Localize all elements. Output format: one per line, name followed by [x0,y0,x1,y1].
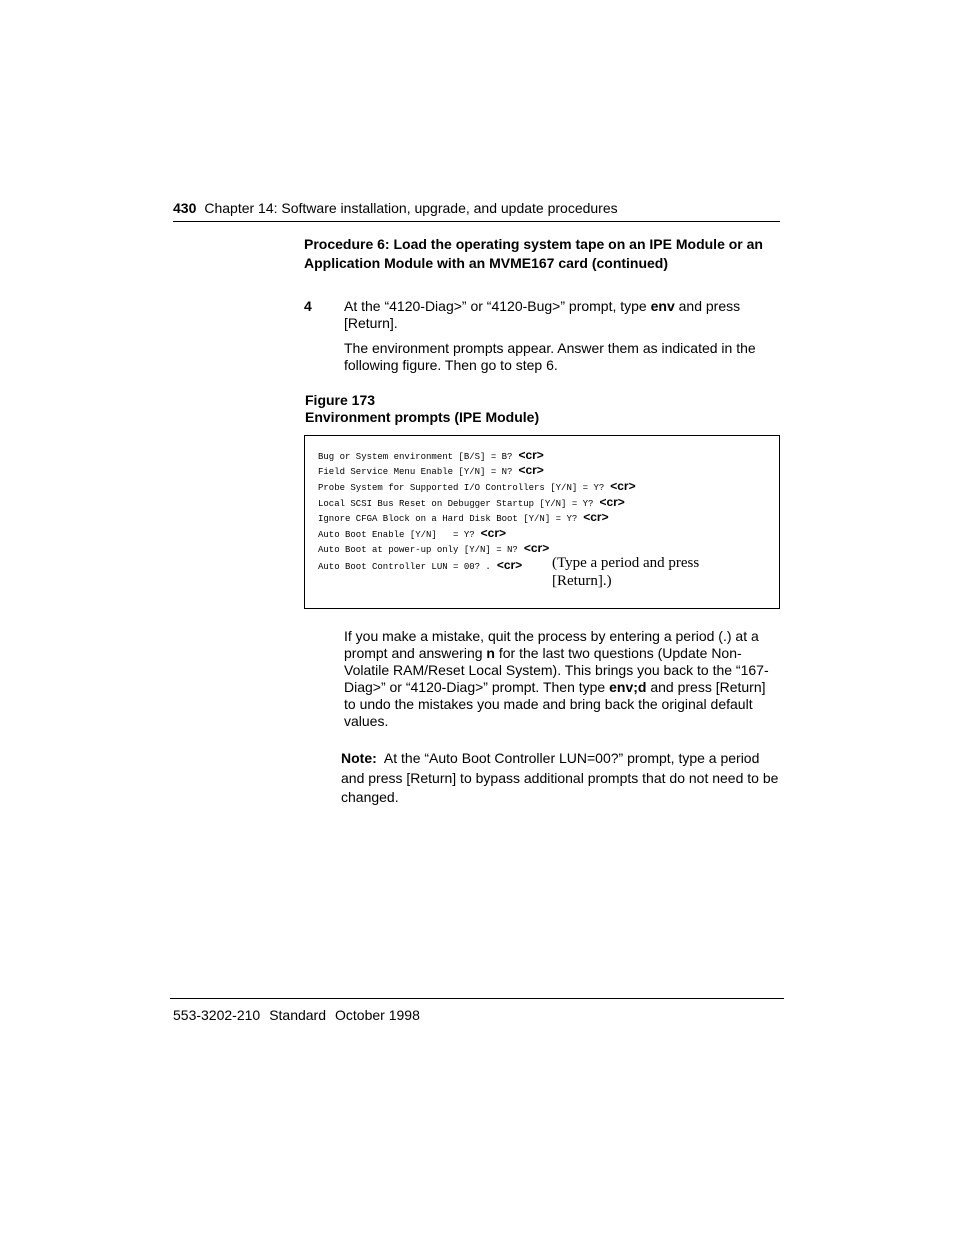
prompt-text: Bug or System environment [B/S] = B? [318,452,513,462]
figure-annotation: (Type a period and press [Return].) [552,555,700,589]
step-text-after: and press [Return]. [344,298,741,331]
figure-box [304,435,780,609]
note-text: At the “Auto Boot Controller LUN=00?” prompt, type a period and press [Return] to bypass additional prompts that do not need to be changed. [341,750,779,805]
prompt-line [318,448,544,462]
step-followup: The environment prompts appear. Answer them as indicated in the following figure. Then go to step 6. [344,340,756,373]
page-number: 430 [173,200,197,216]
note-block [341,749,786,808]
step-text-before: At the “4120-Diag>” or “4120-Bug>” prompt, type [344,298,651,314]
footer-rule [170,998,784,999]
running-header [173,200,618,216]
prompt-response: <cr> [610,479,636,493]
step-command: env [650,298,675,314]
prompt-response: <cr> [480,526,506,540]
prompt-line [318,463,544,477]
prompt-text: Auto Boot at power-up only [Y/N] = N? [318,545,518,555]
prompt-line [318,526,506,540]
prompt-line [318,495,625,509]
prompt-response: <cr> [599,495,625,509]
prompt-text: Auto Boot Enable [Y/N] = Y? [318,530,475,540]
prompt-line [318,558,522,572]
figure-label: Figure 173 [305,392,376,408]
prompt-line [318,510,609,524]
prompt-response: <cr> [518,448,544,462]
step-number: 4 [304,298,312,314]
header-rule [173,221,780,222]
prompt-response: <cr> [518,463,544,477]
mistake-text-1: If you make a mistake, quit the process by entering a period (.) at a prompt and answering [344,628,759,661]
prompt-text: Auto Boot Controller LUN = 00? . [318,562,491,572]
page-footer [173,1007,429,1023]
note-label: Note: [341,750,377,766]
figure-title: Environment prompts (IPE Module) [305,409,540,425]
chapter-title: Chapter 14: Software installation, upgrade, and update procedures [204,200,618,216]
doc-number: 553-3202-210 [173,1007,261,1023]
mistake-paragraph [344,628,776,730]
doc-status: Standard [269,1007,327,1023]
prompt-response: <cr> [583,510,609,524]
prompt-text: Local SCSI Bus Reset on Debugger Startup [Y/N] = Y? [318,499,594,509]
mistake-text-3: and press [Return] to undo the mistakes you made and bring back the original default values. [344,679,766,729]
prompt-line [318,479,636,493]
mistake-bold-n: n [486,645,495,661]
figure-caption [305,392,539,426]
doc-date: October 1998 [335,1007,420,1023]
mistake-text-2: for the last two questions (Update Non-Volatile RAM/Reset Local System). This brings you back to the “167-Diag>” or “4120-Diag>” prompt. Then type [344,645,769,695]
prompt-text: Field Service Menu Enable [Y/N] = N? [318,467,513,477]
prompt-response: <cr> [496,558,523,572]
mistake-bold-command: env;d [609,679,647,695]
prompt-response: <cr> [523,541,550,555]
step-instruction [344,298,769,332]
prompt-text: Ignore CFGA Block on a Hard Disk Boot [Y/N] = Y? [318,514,578,524]
procedure-title: Procedure 6: Load the operating system tape on an IPE Module or an Application Module with an MVME167 card (continued) [304,236,763,271]
prompt-line [318,541,549,555]
prompt-text: Probe System for Supported I/O Controllers [Y/N] = Y? [318,483,605,493]
